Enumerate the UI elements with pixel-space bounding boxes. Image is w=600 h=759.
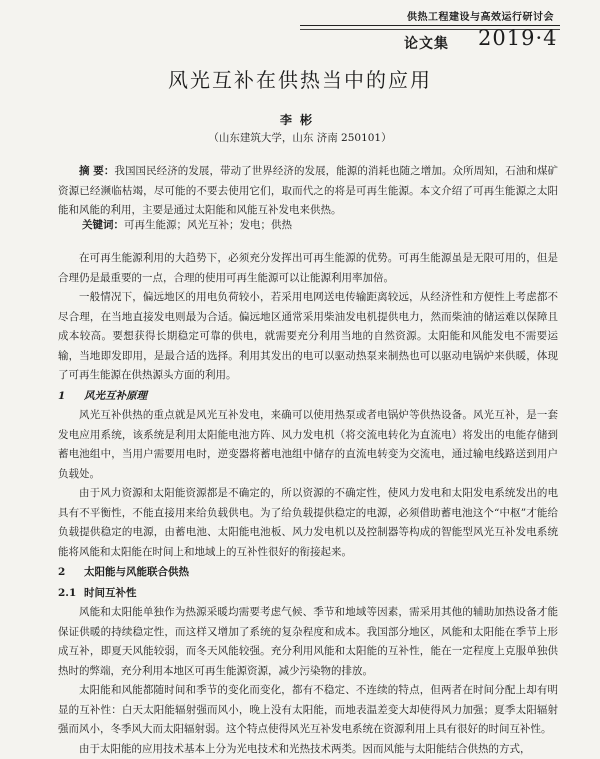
paragraph-intro: 在可再生能源利用的大趋势下，必须充分发挥出可再生能源的优势。可再生能源虽是无限可用的，但是合理仍是最重要的一点，合理的使用可再生能源可以让能源利用率加倍。 bbox=[58, 249, 558, 288]
abstract bbox=[58, 162, 558, 221]
paper-title: 风光互补在供热当中的应用 bbox=[0, 64, 600, 93]
section-number: 2 bbox=[58, 563, 84, 583]
section-title: 风光互补原理 bbox=[84, 390, 147, 402]
conference-header: 供热工程建设与高效运行研讨会 bbox=[260, 8, 554, 23]
issue-date: 2019·4 bbox=[478, 26, 557, 50]
section-label: 论文集 bbox=[404, 33, 449, 53]
body-text bbox=[58, 249, 558, 759]
paragraph-time-variation: 太阳能和风能都随时间和季节的变化而变化，都有不稳定、不连续的特点，但两者在时间分配上却有明显的互补性：白天太阳能辐射强而风小，晚上没有太阳能，而地表温差变大却使得风力加强；夏季太阳辐射强而风小，冬季风大而太阳辐射弱。这个特点使得风光互补发电系统在资源利用上具有很好的时间互补性。 bbox=[58, 681, 558, 740]
paragraph-remote-areas: 一般情况下，偏远地区的用电负荷较小，若采用电网送电传输距离较远，从经济性和方便性上考虑都不尽合理，在当地直接发电则最为合适。偏远地区通常采用柴油发电机提供电力，然而柴油的储运难以保障且成本较高。要想获得长期稳定可靠的供电，就需要充分利用当地的自然资源。太阳能和风能发电不需要运输，当地即发即用，是最合适的选择。利用其发出的电可以驱动热泵来制热也可以驱动电锅炉来供暖，体现了可再生能源在供热源头方面的利用。 bbox=[58, 288, 558, 386]
section-number: 1 bbox=[58, 387, 84, 407]
paragraph-complementarity: 风能和太阳能单独作为热源采暖均需要考虑气候、季节和地域等因素，需采用其他的辅助加热设备才能保证供暖的持续稳定性，而这样又增加了系统的复杂程度和成本。我国部分地区，风能和太阳能在季节上形成互补，即夏天风能较弱，而冬天风能较强。充分利用风能和太阳能的互补性，能在一定程度上克服单独供热时的弊端，充分利用本地区可再生能源资源，减少污染物的排放。 bbox=[58, 603, 558, 681]
keywords-label: 关键词： bbox=[82, 219, 124, 231]
paper-author: 李彬 bbox=[0, 111, 600, 128]
subsection-heading-2-1 bbox=[58, 584, 558, 604]
section-title: 太阳能与风能联合供热 bbox=[84, 566, 189, 578]
author-affiliation: （山东建筑大学，山东 济南 250101） bbox=[0, 130, 600, 145]
paragraph-application: 由于太阳能的应用技术基本上分为光电技术和光热技术两类。因而风能与太阳能结合供热的方式， bbox=[58, 740, 558, 759]
section-title: 时间互补性 bbox=[84, 587, 137, 599]
section-heading-2 bbox=[58, 563, 558, 583]
section-number: 2.1 bbox=[58, 584, 84, 604]
paragraph-principle: 风光互补供热的重点就是风光互补发电，来确可以使用热泵或者电锅炉等供热设备。风光互补，是一套发电应用系统，该系统是利用太阳能电池方阵、风力发电机（将交流电转化为直流电）将发出的电能存储到蓄电池组中，当用户需要用电时，逆变器将蓄电池组中储存的直流电转变为交流电，通过输电线路送到用户负载处。 bbox=[58, 406, 558, 484]
keywords-text: 可再生能源；风光互补；发电；供热 bbox=[124, 219, 292, 231]
keywords bbox=[82, 217, 292, 232]
abstract-label: 摘 要： bbox=[79, 165, 114, 177]
paragraph-storage: 由于风力资源和太阳能资源都是不确定的，所以资源的不确定性，使风力发电和太阳发电系统发出的电具有不平衡性，不能直接用来给负载供电。为了给负载提供稳定的电源，必须借助蓄电池这个“中枢”才能给负载提供稳定的电源，由蓄电池、太阳能电池板、风力发电机以及控制器等构成的智能型风光互补发电系统能将风能和太阳能在时间上和地域上的互补性很好的衔接起来。 bbox=[58, 484, 558, 562]
section-heading-1 bbox=[58, 387, 558, 407]
abstract-text: 我国国民经济的发展，带动了世界经济的发展，能源的消耗也随之增加。众所周知，石油和煤矿资源已经濒临枯竭，尽可能的不要去使用它们，取而代之的将是可再生能源。本文介绍了可再生能源之太阳能和风能的利用，主要是通过太阳能和风能互补发电来供热。 bbox=[58, 165, 558, 216]
